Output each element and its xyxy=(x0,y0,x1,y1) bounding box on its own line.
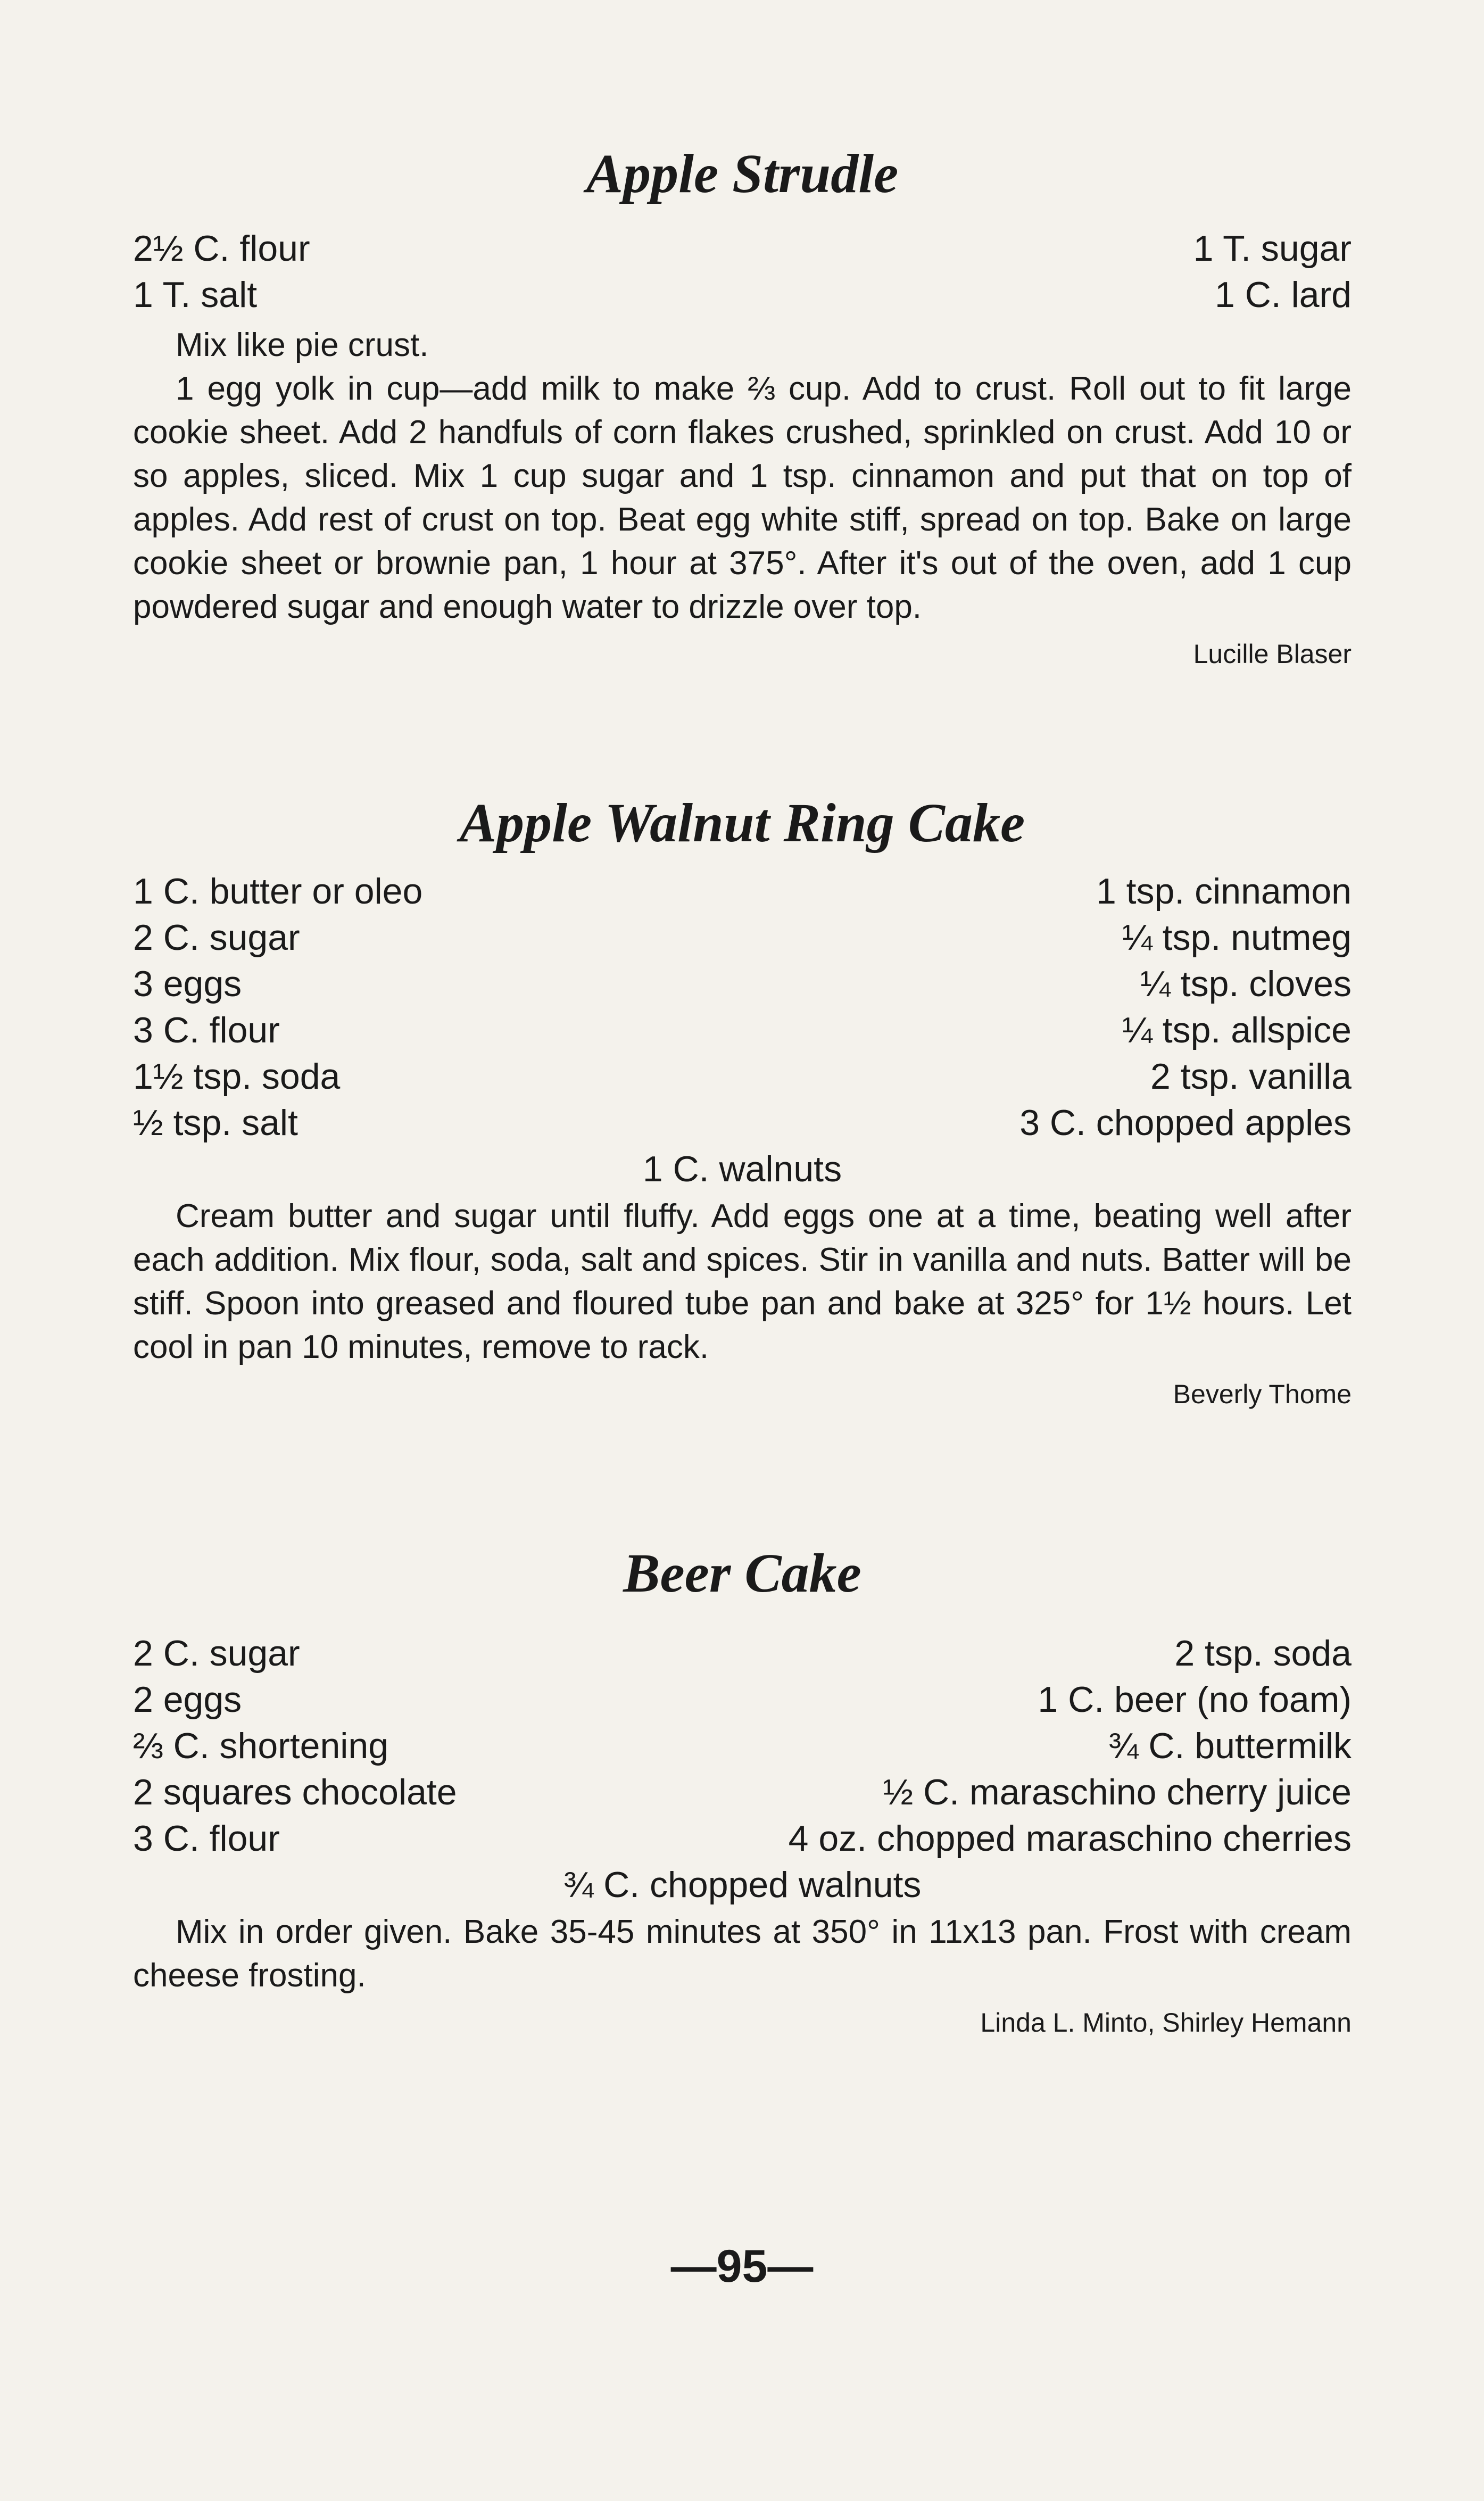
ingredient: 1 T. salt xyxy=(133,275,258,316)
ingredient: 1 C. walnuts xyxy=(642,1149,842,1190)
recipe-credit: Beverly Thome xyxy=(1173,1379,1352,1410)
ingredient: 3 C. flour xyxy=(133,1818,280,1859)
recipe-apple-walnut-ring-cake xyxy=(133,793,1352,1410)
directions: Mix in order given. Bake 35-45 minutes at 350° in 11x13 pan. Frost with cream cheese frosting. xyxy=(133,1914,1352,1994)
ingredient: 3 eggs xyxy=(133,964,242,1005)
ingredient: ¼ tsp. cloves xyxy=(1140,964,1352,1005)
recipe-title: Beer Cake xyxy=(623,1543,861,1604)
recipe-beer-cake xyxy=(133,1543,1352,2038)
ingredient: ⅔ C. shortening xyxy=(133,1726,389,1767)
ingredient-list xyxy=(133,1630,1352,1908)
ingredient: 4 oz. chopped maraschino cherries xyxy=(788,1818,1352,1859)
ingredient: 3 C. flour xyxy=(133,1010,280,1051)
ingredient: 2 eggs xyxy=(133,1679,242,1720)
recipe-credit: Linda L. Minto, Shirley Hemann xyxy=(980,2008,1352,2038)
recipe-title: Apple Walnut Ring Cake xyxy=(459,792,1025,854)
ingredient: 2 tsp. vanilla xyxy=(1150,1056,1352,1097)
ingredient: ¾ C. chopped walnuts xyxy=(563,1865,922,1906)
recipe-apple-strudle xyxy=(133,144,1352,669)
ingredient: 1½ tsp. soda xyxy=(133,1056,341,1097)
recipe-credit: Lucille Blaser xyxy=(1193,639,1352,669)
ingredient: ½ C. maraschino cherry juice xyxy=(883,1772,1352,1813)
ingredient: 3 C. chopped apples xyxy=(1019,1103,1352,1144)
ingredient: ¼ tsp. allspice xyxy=(1122,1010,1352,1051)
ingredient: ¾ C. buttermilk xyxy=(1108,1726,1352,1767)
recipe-title: Apple Strudle xyxy=(586,143,899,204)
directions: Mix like pie crust. xyxy=(176,327,429,364)
ingredient: ½ tsp. salt xyxy=(133,1103,298,1144)
directions: Cream butter and sugar until fluffy. Add eggs one at a time, beating well after each addition. Mix flour, soda, salt and spices. Stir in vanilla and nuts. Batter will be stiff. Spoon into greased and floured tube pan and bake at 325° for 1½ hours. Let cool in pan 10 minutes, remove to rack. xyxy=(133,1198,1352,1366)
ingredient: 1 C. beer (no foam) xyxy=(1038,1679,1352,1720)
directions: 1 egg yolk in cup—add milk to make ⅔ cup. Add to crust. Roll out to fit large cookie sheet. Add 2 handfuls of corn flakes crushed, sprinkled on crust. Add 10 or so apples, sliced. Mix 1 cup sugar and 1 tsp. cinnamon and put that on top of apples. Add rest of crust on top. Beat egg white stiff, spread on top. Bake on large cookie sheet or brownie pan, 1 hour at 375°. After it's out of the oven, add 1 cup powdered sugar and enough water to drizzle over top. xyxy=(133,370,1352,626)
ingredient: 1 C. lard xyxy=(1215,275,1352,316)
page-number: —95— xyxy=(670,2241,814,2292)
ingredient: 2 C. sugar xyxy=(133,1633,300,1674)
ingredient: 2 squares chocolate xyxy=(133,1772,457,1813)
ingredient: 2 tsp. soda xyxy=(1174,1633,1352,1674)
ingredient-list xyxy=(133,226,1352,318)
ingredient: 1 tsp. cinnamon xyxy=(1096,871,1352,912)
ingredient: ¼ tsp. nutmeg xyxy=(1122,917,1352,958)
ingredient: 1 C. butter or oleo xyxy=(133,871,423,912)
ingredient: 2 C. sugar xyxy=(133,917,300,958)
ingredient: 2½ C. flour xyxy=(133,228,310,269)
ingredient-list xyxy=(133,868,1352,1192)
ingredient: 1 T. sugar xyxy=(1193,228,1352,269)
